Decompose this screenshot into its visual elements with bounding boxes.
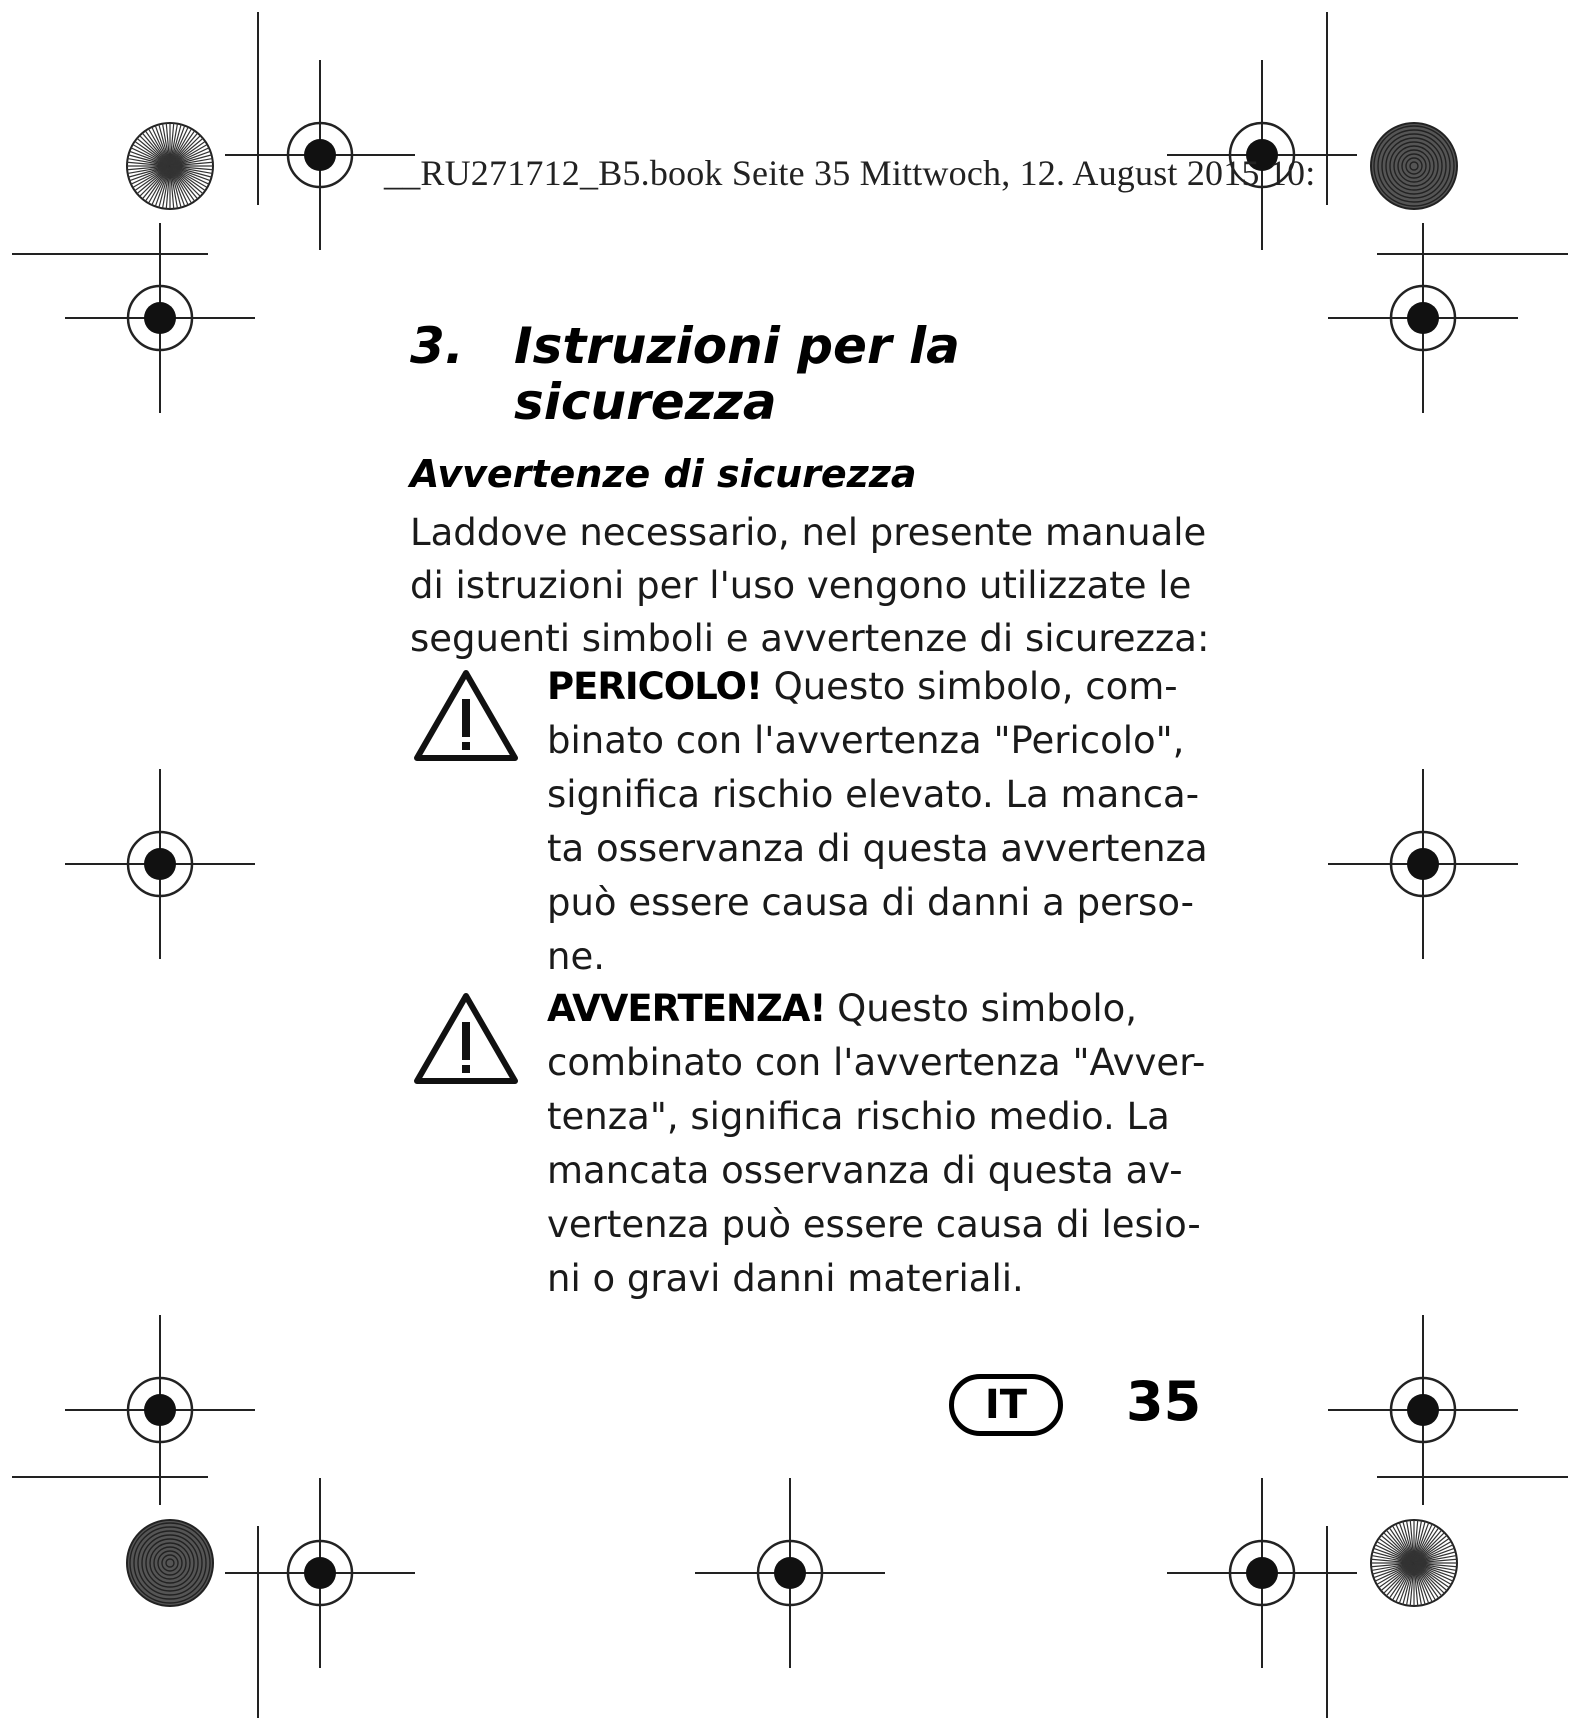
warning-text: Questo simbolo, — [825, 987, 1138, 1030]
intro-line: di istruzioni per l'uso vengono utilizzate le — [410, 564, 1192, 607]
intro-paragraph — [410, 506, 1210, 665]
warning-line: significa rischio elevato. La manca- — [547, 773, 1200, 816]
section-title-line2: sicurezza — [514, 373, 777, 431]
section-number: 3. — [410, 317, 464, 375]
warning-line — [547, 982, 1207, 1036]
warning-line: ta osservanza di questa avvertenza — [547, 827, 1208, 870]
page-number: 35 — [1126, 1370, 1202, 1433]
subheading: Avvertenze di sicurezza — [410, 452, 917, 496]
warning-triangle-icon — [412, 667, 520, 765]
warning-line: binato con l'avvertenza "Pericolo", — [547, 719, 1185, 762]
registration-mark — [1167, 1478, 1357, 1668]
registration-mark — [1328, 223, 1518, 413]
warning-block-warning — [547, 982, 1207, 1306]
warning-triangle-icon — [412, 990, 520, 1088]
print-slug: __RU271712_B5.book Seite 35 Mittwoch, 12. August 2015 10: — [384, 153, 1316, 193]
warning-line: ni o gravi danni materiali. — [547, 1257, 1024, 1300]
warning-line: ne. — [547, 935, 605, 978]
color-target — [1371, 123, 1457, 209]
registration-mark — [225, 1478, 415, 1668]
color-target — [127, 1520, 213, 1606]
warning-line — [547, 660, 1207, 714]
color-target — [1371, 1520, 1457, 1606]
color-target — [127, 123, 213, 209]
warning-text: Questo simbolo, com- — [761, 665, 1178, 708]
warning-keyword: PERICOLO! — [547, 665, 762, 708]
warning-line: tenza", significa rischio medio. La — [547, 1095, 1170, 1138]
section-title — [410, 318, 960, 430]
registration-mark — [1328, 769, 1518, 959]
warning-line: può essere causa di danni a perso- — [547, 881, 1194, 924]
registration-mark — [695, 1478, 885, 1668]
section-title-line1: Istruzioni per la — [514, 317, 960, 375]
registration-mark — [65, 223, 255, 413]
warning-line: vertenza può essere causa di lesio- — [547, 1203, 1201, 1246]
language-badge: IT — [949, 1374, 1063, 1436]
warning-line: mancata osservanza di questa av- — [547, 1149, 1183, 1192]
intro-line: seguenti simboli e avvertenze di sicurezza: — [410, 617, 1210, 660]
warning-keyword: AVVERTENZA! — [547, 987, 826, 1030]
warning-line: combinato con l'avvertenza "Avver- — [547, 1041, 1206, 1084]
intro-line: Laddove necessario, nel presente manuale — [410, 511, 1207, 554]
registration-mark — [65, 769, 255, 959]
warning-block-danger — [547, 660, 1207, 984]
